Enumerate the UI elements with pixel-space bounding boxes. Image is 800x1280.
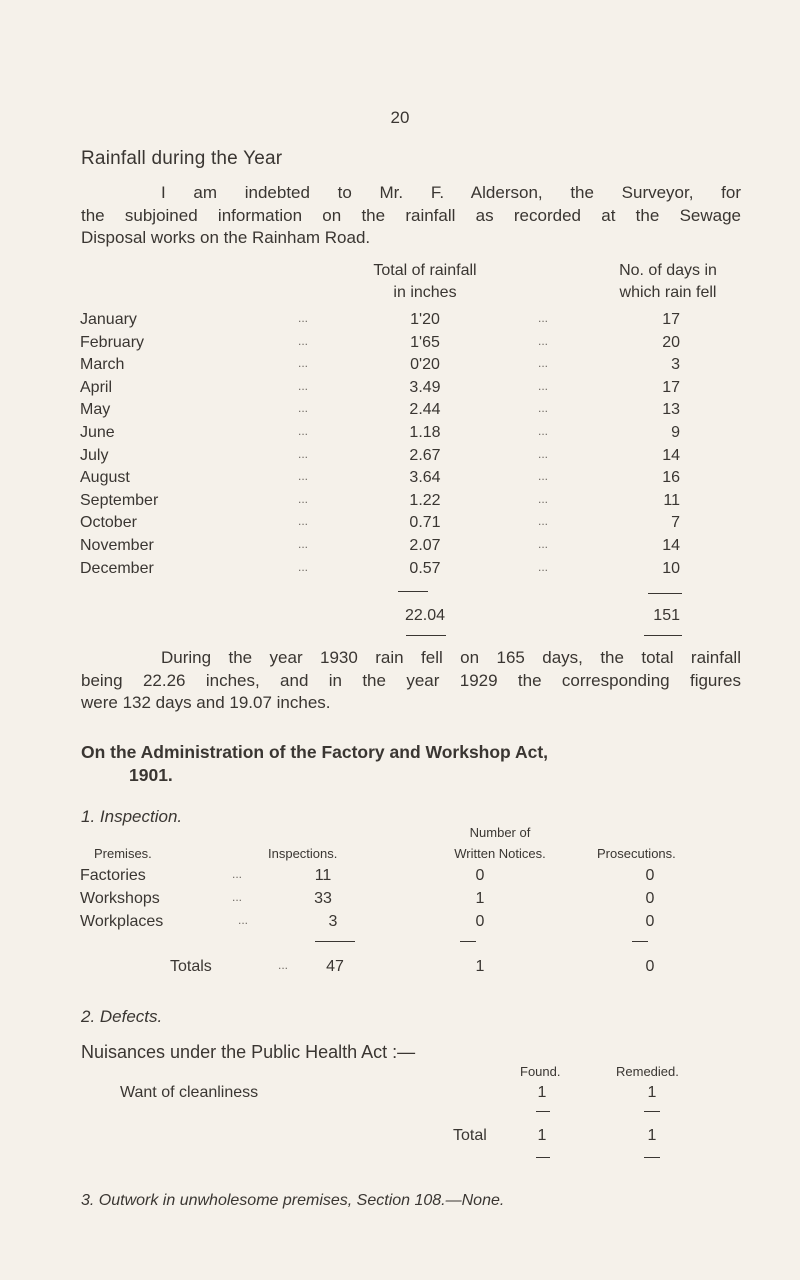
col-prosecutions: Prosecutions. [597,846,676,861]
premises-label: Workplaces [80,913,164,930]
defects-total-remedied: 1 [647,1127,657,1144]
table-row [80,913,740,935]
col-number-of: Number of [469,825,531,840]
col-written-notices: Written Notices. [454,846,546,861]
month-label: July [80,446,109,464]
nuisances-heading: Nuisances under the Public Health Act :— [81,1042,416,1062]
leader-dots: ... [538,311,549,325]
page-number: 20 [390,108,410,127]
leader-dots: ... [538,378,549,393]
found-value: 1 [537,1084,547,1101]
table-row [80,492,740,515]
table-row [80,514,740,537]
rainfall-summary [81,647,741,715]
table-row [80,469,740,492]
table-row [80,537,740,560]
col-total-rainfall [330,260,520,304]
leader-dots: ... [538,514,549,529]
rainfall-heading: Rainfall during the Year [81,148,283,169]
leader-dots: ... [298,536,309,551]
leader-dots: ... [538,469,549,484]
leader-dots: ... [238,913,249,927]
month-label: December [80,559,154,577]
col-days-line1: No. of days in [619,262,717,279]
notices-value: 0 [475,867,485,884]
col-premises: Premises. [94,846,152,861]
factory-heading [81,742,741,786]
month-label: April [80,378,113,396]
days-value: 14 [662,446,680,464]
days-value: 11 [663,491,680,509]
table-row [80,356,740,379]
days-value: 20 [662,333,680,351]
inspection-title [81,807,182,827]
totals-inspections: 47 [326,958,344,975]
summary-line: were 132 days and 19.07 inches. [81,693,331,712]
leader-dots: ... [538,491,549,506]
intro-line: the subjoined information on the rainfall as recorded at the Sewage [81,205,741,225]
divider [648,593,682,594]
divider [644,1157,660,1158]
defects-total-found: 1 [537,1127,547,1144]
want-of-cleanliness-label: Want of cleanliness [120,1084,259,1101]
remedied-value: 1 [647,1084,657,1101]
leader-dots: ... [538,401,549,416]
month-label: January [80,311,137,328]
days-value: 10 [662,559,680,577]
divider [536,1157,550,1158]
leader-dots: ... [232,867,243,881]
leader-dots: ... [232,890,243,904]
month-label: June [80,423,115,441]
col-found: Found. [520,1064,561,1079]
table-row [80,560,740,583]
intro-line: I am indebted to Mr. F. Alderson, the Surveyor, for [161,183,741,202]
leader-dots: ... [538,356,549,371]
days-value: 14 [662,536,680,554]
premises-label: Factories [80,867,146,884]
prosecutions-value: 0 [645,890,655,907]
totals-row [80,958,740,980]
leader-dots: ... [298,469,309,484]
table-row [80,890,740,912]
table-row [80,334,740,357]
days-value: 7 [671,514,680,532]
days-value: 9 [671,423,680,441]
notices-value: 0 [475,913,485,930]
inches-value: 0.71 [409,514,441,532]
notices-value: 1 [475,890,485,907]
leader-dots: ... [298,446,309,461]
totals-prosecutions: 0 [645,958,655,975]
leader-dots: ... [298,356,309,371]
table-row [80,447,740,470]
leader-dots: ... [298,423,309,438]
leader-dots: ... [298,311,309,325]
table-row [80,379,740,402]
col-days-line2: which rain fell [619,284,717,301]
factory-heading-line2: 1901. [129,765,173,785]
leader-dots: ... [298,401,309,416]
month-label: September [80,491,159,509]
divider [536,1111,550,1112]
inches-value: 0'20 [410,356,440,374]
inspection-title-text: 1. Inspection. [81,807,183,826]
col-days-rain [588,260,748,304]
days-value: 17 [662,378,680,396]
inches-value: 2.44 [409,401,441,419]
days-value: 3 [671,356,680,374]
inches-value: 1'20 [410,311,440,328]
divider [406,635,446,636]
month-label: February [80,333,145,351]
month-label: August [80,469,130,487]
leader-dots: ... [298,514,309,529]
leader-dots: ... [298,333,309,348]
leader-dots: ... [538,559,549,574]
inspections-value: 3 [328,913,338,930]
divider [315,941,355,942]
rainfall-intro [81,182,741,250]
rainfall-table [80,311,740,582]
summary-line: being 22.26 inches, and in the year 1929 the corresponding figures [81,670,741,690]
leader-dots: ... [298,491,309,506]
inches-value: 2.07 [409,536,441,554]
leader-dots: ... [538,536,549,551]
outwork-note: 3. Outwork in unwholesome premises, Section 108.—None. [81,1192,505,1209]
divider [644,1111,660,1112]
col-remedied: Remedied. [616,1064,679,1079]
summary-line: During the year 1930 rain fell on 165 days, the total rainfall [161,648,741,667]
days-value: 13 [662,401,680,419]
inspections-value: 33 [314,890,332,907]
month-label: March [80,356,125,374]
leader-dots: ... [538,423,549,438]
totals-notices: 1 [475,958,485,975]
inches-value: 0.57 [409,559,441,577]
inches-value: 1'65 [410,333,440,351]
table-row [80,401,740,424]
prosecutions-value: 0 [645,867,655,884]
total-inches: 22.04 [404,607,446,624]
inspections-value: 11 [314,867,332,884]
defects-title: 2. Defects. [81,1007,163,1026]
divider [632,941,648,942]
intro-line: Disposal works on the Rainham Road. [81,228,371,247]
inches-value: 3.49 [409,378,441,396]
defects-total-label: Total [453,1127,487,1144]
days-value: 16 [662,469,680,487]
total-days: 151 [653,607,680,624]
factory-heading-line1: On the Administration of the Factory and Workshop Act, [81,742,549,762]
leader-dots: ... [538,333,549,348]
table-row [80,424,740,447]
leader-dots: ... [538,446,549,461]
table-row [80,311,740,334]
table-row [80,867,740,889]
prosecutions-value: 0 [645,913,655,930]
inches-value: 3.64 [409,469,441,487]
premises-label: Workshops [80,890,160,907]
totals-label: Totals [170,958,212,975]
col-inspections: Inspections. [268,846,338,861]
col-total-line1: Total of rainfall [373,262,477,279]
inches-value: 1.18 [409,423,441,441]
divider [644,635,682,636]
divider [398,591,428,592]
month-label: May [80,401,111,419]
divider [460,941,476,942]
leader-dots: ... [298,378,309,393]
month-label: October [80,514,137,532]
month-label: November [80,536,154,554]
col-total-line2: in inches [393,284,457,301]
inches-value: 2.67 [409,446,441,464]
leader-dots: ... [278,958,289,972]
inches-value: 1.22 [409,491,441,509]
days-value: 17 [662,311,680,328]
leader-dots: ... [298,559,309,574]
